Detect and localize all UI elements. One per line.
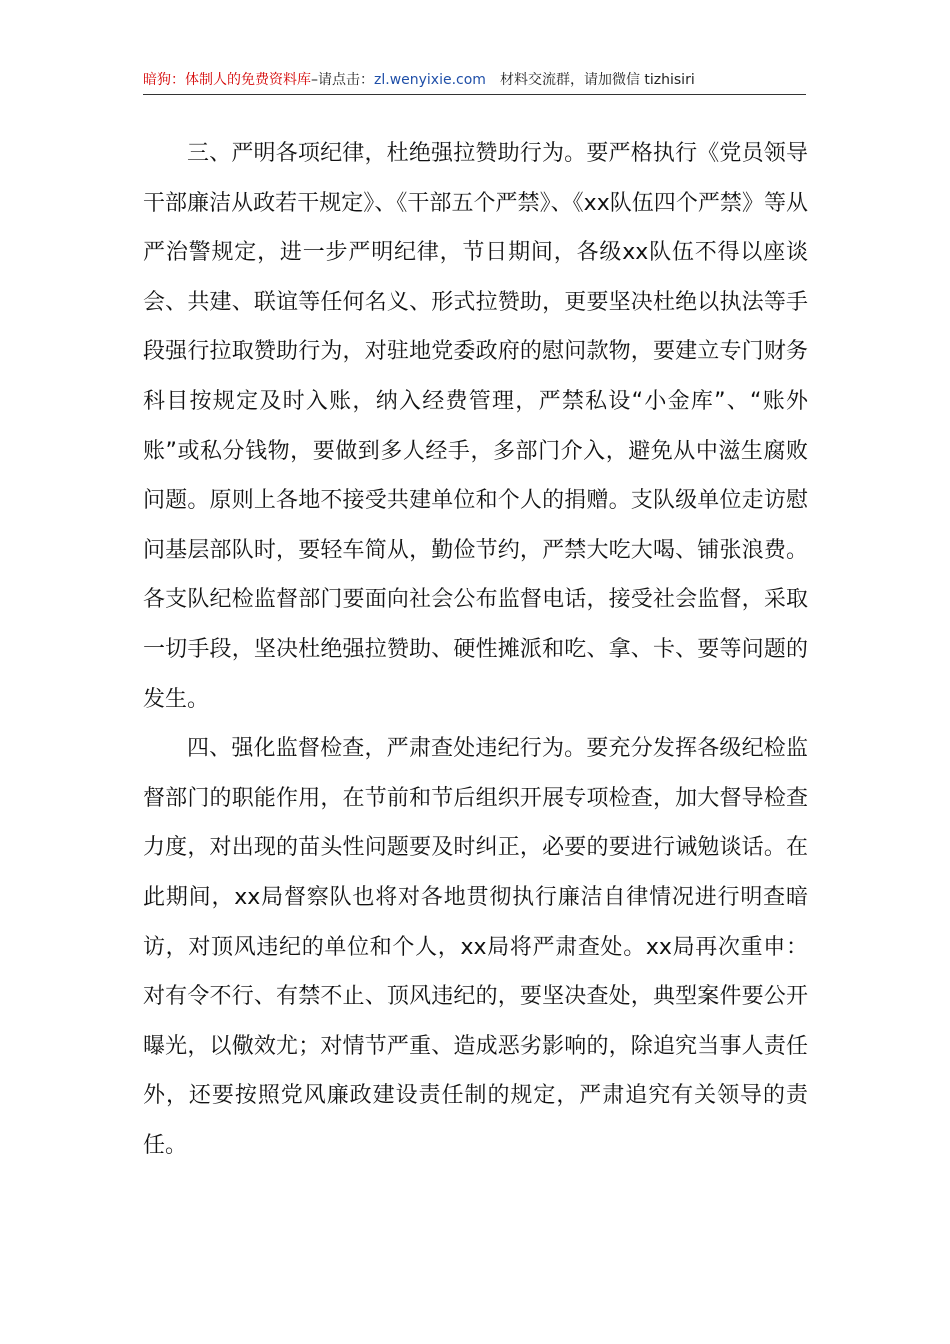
document-body [143, 129, 808, 1170]
header-brand: 暗狗：体制人的免费资料库 [143, 72, 311, 88]
paragraph-discipline: 三、严明各项纪律，杜绝强拉赞助行为。要严格执行《党员领导干部廉洁从政若干规定》、《干部五个严禁》、《xx队伍四个严禁》等从严治警规定，进一步严明纪律，节日期间，各级xx队伍不得以座谈会、共建、联谊等任何名义、形式拉赞助，更要坚决杜绝以执法等手段强行拉取赞助行为，对驻地党委政府的慰问款物，要建立专门财务科目按规定及时入账，纳入经费管理，严禁私设“小金库”、“账外账”或私分钱物，要做到多人经手，多部门介入，避免从中滋生腐败问题。原则上各地不接受共建单位和个人的捐赠。支队级单位走访慰问基层部队时，要轻车简从，勤俭节约，严禁大吃大喝、铺张浪费。各支队纪检监督部门要面向社会公布监督电话，接受社会监督，采取一切手段，坚决杜绝强拉赞助、硬性摊派和吃、拿、卡、要等问题的发生。 [143, 141, 808, 712]
header-site-link[interactable]: zl.wenyixie.com [374, 72, 486, 88]
page-header [143, 70, 806, 95]
header-prompt: –请点击： [311, 72, 374, 88]
paragraph-supervision: 四、强化监督检查，严肃查处违纪行为。要充分发挥各级纪检监督部门的职能作用，在节前和节后组织开展专项检查，加大督导检查力度，对出现的苗头性问题要及时纠正，必要的要进行诫勉谈话。在此期间，xx局督察队也将对各地贯彻执行廉洁自律情况进行明查暗访，对顶风违纪的单位和个人，xx局将严肃查处。xx局再次重申：对有令不行、有禁不止、顶风违纪的，要坚决查处，典型案件要公开曝光，以儆效尤；对情节严重、造成恶劣影响的，除追究当事人责任外，还要按照党风廉政建设责任制的规定，严肃追究有关领导的责任。 [143, 736, 808, 1158]
header-wechat-note: 材料交流群，请加微信 tizhisiri [499, 72, 695, 88]
